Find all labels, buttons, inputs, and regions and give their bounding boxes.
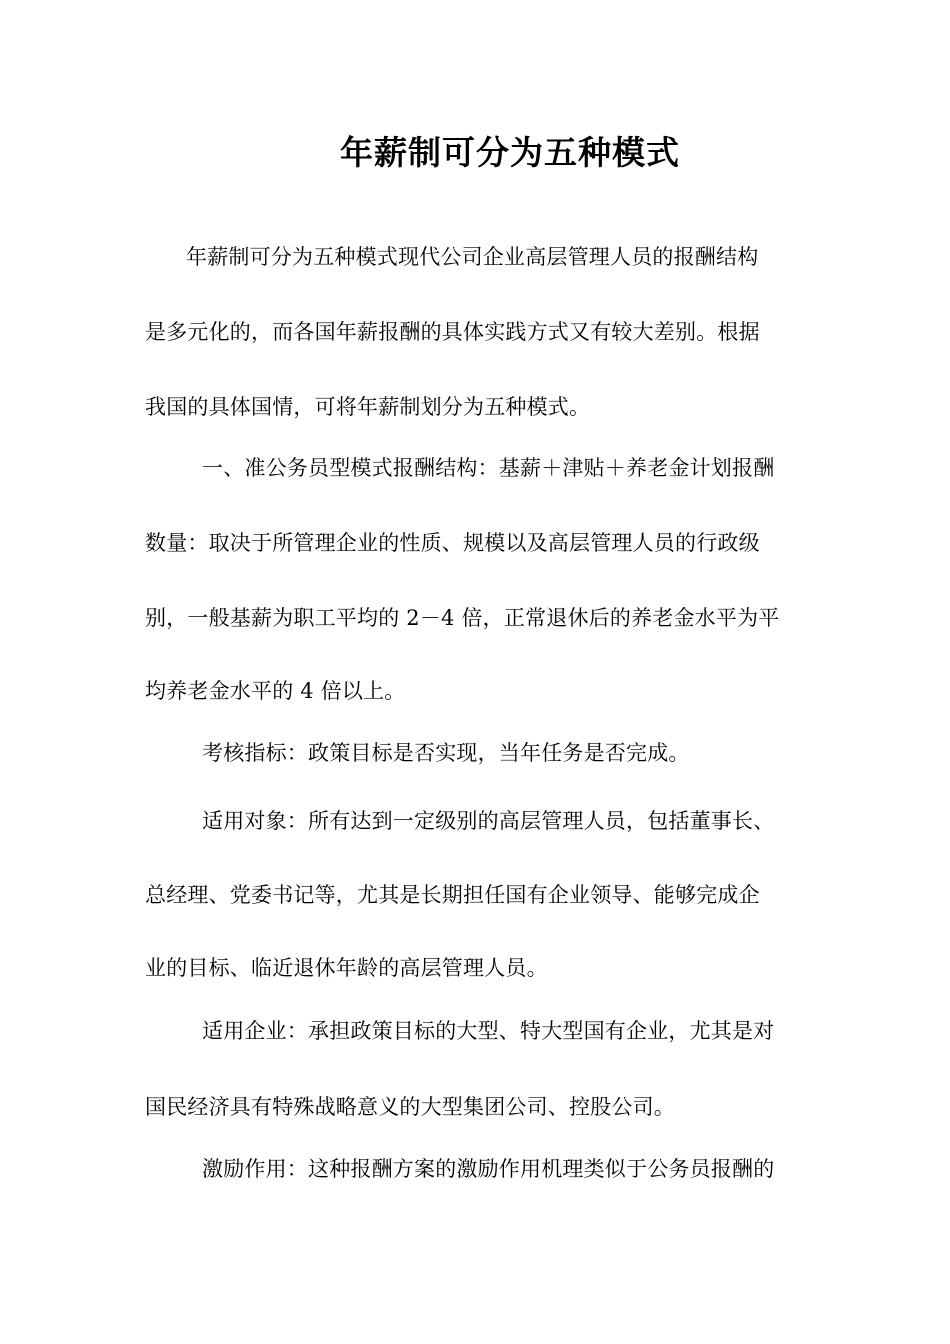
paragraph-line: 我国的具体国情，可将年薪制划分为五种模式。 [145,395,591,419]
paragraph-line: 业的目标、临近退休年龄的高层管理人员。 [145,956,548,980]
paragraph-line: 是多元化的，而各国年薪报酬的具体实践方式又有较大差别。根据 [145,320,760,344]
paragraph-line: 年薪制可分为五种模式现代公司企业高层管理人员的报酬结构 [186,245,759,269]
document-title: 年薪制可分为五种模式 [340,133,680,172]
paragraph-line: 均养老金水平的 4 倍以上。 [145,679,406,703]
paragraph-line: 一、准公务员型模式报酬结构：基薪＋津贴＋养老金计划报酬 [202,456,775,480]
paragraph-line: 数量：取决于所管理企业的性质、规模以及高层管理人员的行政级 [145,531,760,555]
paragraph-line: 激励作用：这种报酬方案的激励作用机理类似于公务员报酬的 [202,1157,775,1181]
paragraph-line: 别，一般基薪为职工平均的 2－4 倍，正常退休后的养老金水平为平 [145,606,780,630]
paragraph-line: 考核指标：政策目标是否实现，当年任务是否完成。 [202,741,690,765]
paragraph-line: 国民经济具有特殊战略意义的大型集团公司、控股公司。 [145,1095,675,1119]
paragraph-line: 总经理、党委书记等，尤其是长期担任国有企业领导、能够完成企 [145,883,760,907]
paragraph-line: 适用对象：所有达到一定级别的高层管理人员，包括董事长、 [202,809,775,833]
paragraph-line: 适用企业：承担政策目标的大型、特大型国有企业，尤其是对 [202,1019,775,1043]
